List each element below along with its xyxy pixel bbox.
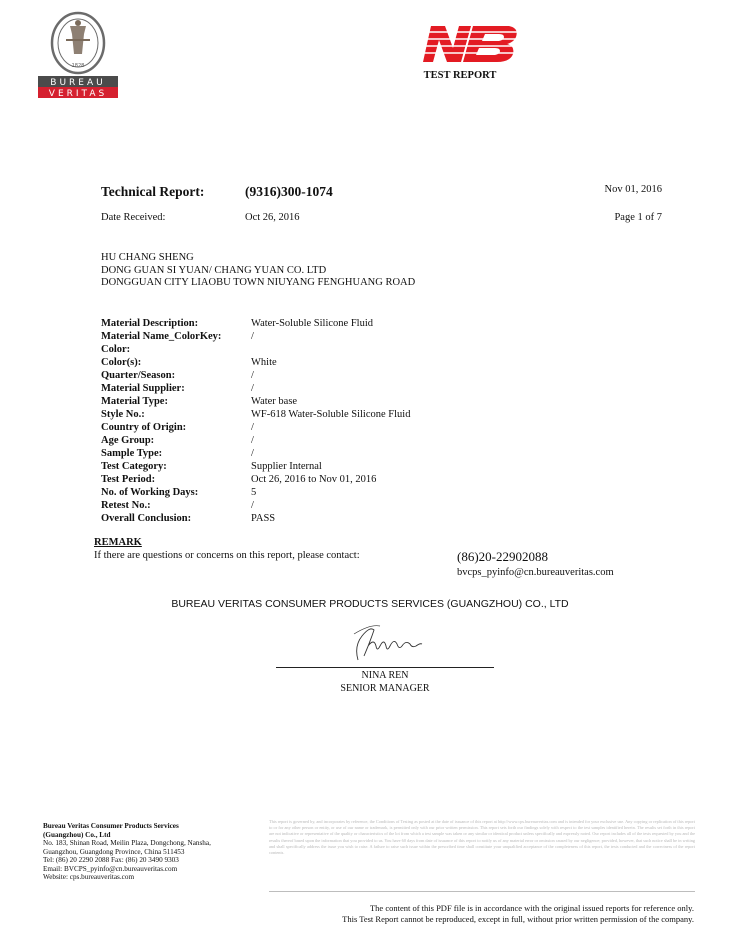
signer-title: SENIOR MANAGER [340,683,430,694]
material-row [101,499,551,512]
material-label: Material Description: [101,318,199,329]
material-value: WF-618 Water-Soluble Silicone Fluid [251,409,411,420]
client-address: DONGGUAN CITY LIAOBU TOWN NIUYANG FENGHUANG ROAD [101,277,416,288]
footer-note: The content of this PDF file is in accordance with the original issued reports for reference only. [369,903,694,913]
material-row [101,408,551,421]
material-label: Test Period: [101,474,156,485]
footer-email[interactable]: Email: BVCPS_pyinfo@cn.bureauveritas.com [43,864,178,873]
material-row [101,434,551,447]
material-row [101,447,551,460]
material-label: Age Group: [101,435,155,446]
material-value: / [251,500,254,511]
footer-divider [269,891,695,892]
material-row [101,421,551,434]
material-value: Oct 26, 2016 to Nov 01, 2016 [251,474,377,485]
material-label: Test Category: [101,461,167,472]
material-value: / [251,331,254,342]
material-label: Overall Conclusion: [101,513,192,524]
material-label: Country of Origin: [101,422,187,433]
client-address-block [101,252,415,290]
material-label: Color(s): [101,357,142,368]
technical-report-number: (9316)300-1074 [245,184,333,199]
company-name: BUREAU VERITAS CONSUMER PRODUCTS SERVICES (GUANGZHOU) CO., LTD [171,598,569,610]
material-row [101,473,551,486]
client-company: DONG GUAN SI YUAN/ CHANG YUAN CO. LTD [101,264,327,276]
material-label: Sample Type: [101,448,163,459]
material-value [251,343,551,356]
report-date: Nov 01, 2016 [604,184,662,195]
material-row [101,369,551,382]
material-value: / [251,422,254,433]
footer-company-name-2: (Guangzhou) Co., Ltd [43,830,111,839]
material-label: Color: [101,344,131,355]
footer-address-line: No. 183, Shinan Road, Meilin Plaza, Dongchong, Nansha, [43,839,211,847]
material-row [101,343,551,356]
material-value: Water base [251,396,298,407]
material-row [101,512,551,525]
contact-phone: (86)20-22902088 [457,549,548,564]
material-value: White [251,357,277,368]
footer-website[interactable]: Website: cps.bureauveritas.com [43,873,135,881]
material-row [101,382,551,395]
material-label: Style No.: [101,409,145,420]
document-title: TEST REPORT [423,70,497,81]
svg-text:1828: 1828 [71,63,85,69]
material-value: / [251,370,254,381]
material-value: 5 [251,487,257,498]
material-label: No. of Working Days: [101,487,199,498]
material-label: Retest No.: [101,500,151,511]
signature-image [340,616,440,666]
bureau-veritas-logo [38,10,118,100]
material-value: / [251,448,254,459]
remark-text: If there are questions or concerns on this report, please contact: [94,550,360,561]
footer-address-line: Guangzhou, Guangdong Province, China 511453 [43,847,185,856]
svg-text:BUREAU: BUREAU [50,78,106,88]
footer-note: This Test Report cannot be reproduced, except in full, without prior written permission of the company. [342,914,694,924]
material-value: PASS [251,513,276,524]
material-row [101,317,551,330]
material-label: Quarter/Season: [101,370,176,381]
contact-email[interactable]: bvcps_pyinfo@cn.bureauveritas.com [457,567,614,578]
footer-company-address [43,822,263,882]
date-received-value: Oct 26, 2016 [245,212,300,223]
material-label: Material Supplier: [101,383,185,394]
footer-company-name: Bureau Veritas Consumer Products Services [43,822,179,830]
technical-report-label: Technical Report: [101,184,205,199]
material-label: Material Type: [101,396,168,407]
footer-legal-text: This report is governed by, and incorporates by reference, the Conditions of Testing as posted at the date of issuance of this report at http://www.cps.bureauveritas.com and is intended for your exclusive use. Any copying or replication of this report to or for any other person or entity, or use of our name or trademark, is permitted only with our prior written permission. This report sets forth our findings solely with respect to the test samples identified herein. The results set forth in this report are not indicative or representative of the quality or characteristics of the lot from which a test sample was taken or any similar or identical product unless specifically and expressly noted. Our report includes all of the tests requested by you and the results thereof based upon the information that you provided to us. You have 60 days from date of issuance of this report to notify us of any material error or omission caused by our negligence; provided, however, that such notice shall be in writing and shall specifically address the issue you wish to raise. A failure to raise such issue within the prescribed time shall constitute your unqualified acceptance of the completeness of this report, the tests conducted and the correctness of the report contents. [269,819,695,856]
signature-line [276,667,494,668]
nb-logo [423,22,519,66]
material-row [101,356,551,369]
signer-name: NINA REN [361,670,409,681]
material-row [101,330,551,343]
material-value: / [251,383,254,394]
material-label: Material Name_ColorKey: [101,331,222,342]
material-row [101,460,551,473]
material-info-table [101,317,551,525]
date-received-label: Date Received: [101,212,166,223]
material-value: Water-Soluble Silicone Fluid [251,318,374,329]
material-value: / [251,435,254,446]
footer-tel: Tel: (86) 20 2290 2088 Fax: (86) 20 3490 9303 [43,856,179,864]
page-number: Page 1 of 7 [614,212,662,223]
material-row [101,486,551,499]
client-name: HU CHANG SHENG [101,252,194,263]
material-value: Supplier Internal [251,461,322,472]
svg-text:VERITAS: VERITAS [48,89,108,99]
remark-heading: REMARK [94,537,142,548]
material-row [101,395,551,408]
